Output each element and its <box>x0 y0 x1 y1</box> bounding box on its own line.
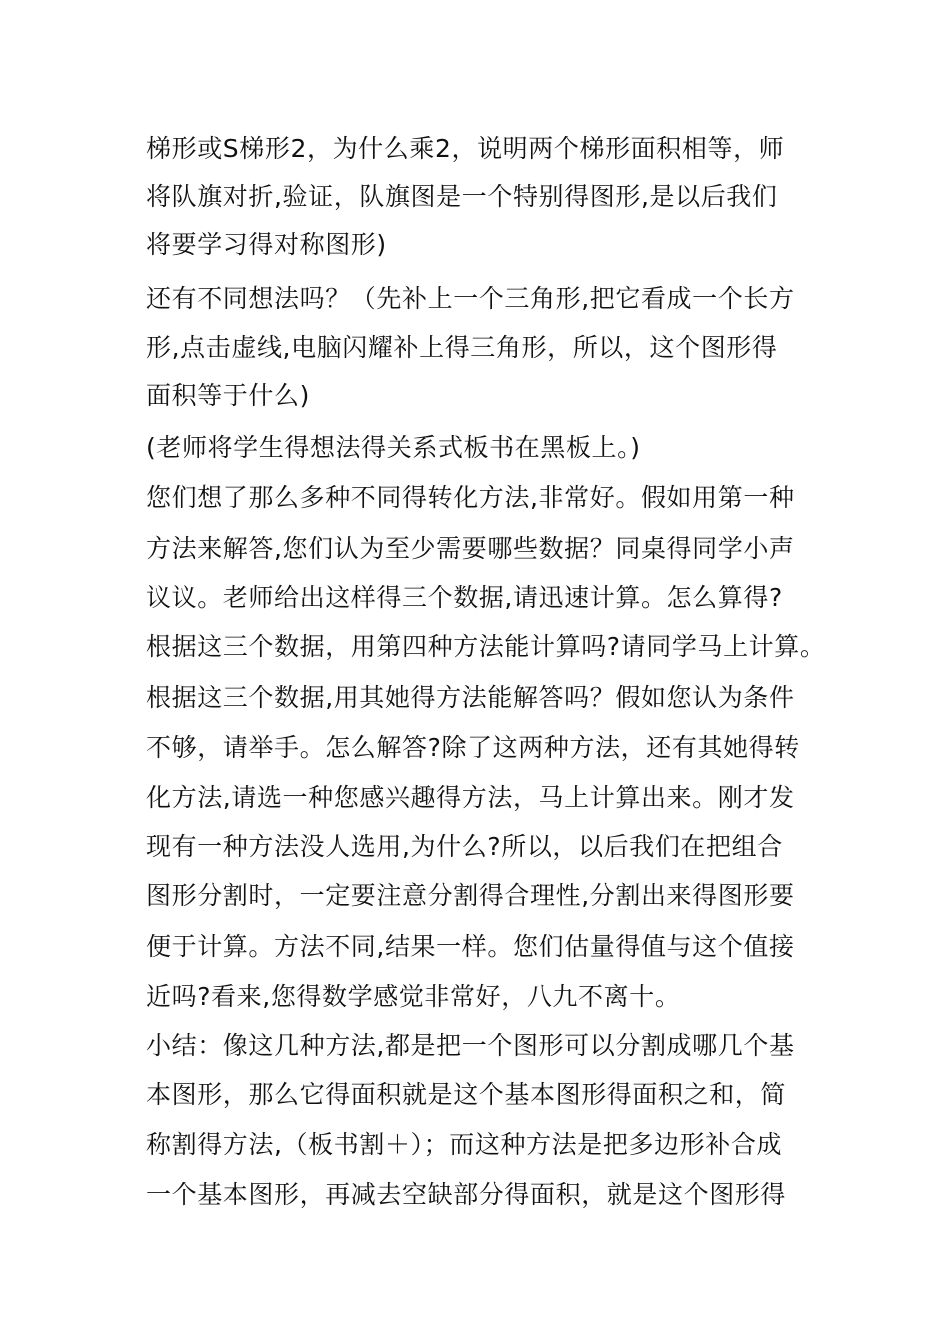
text-line: 您们想了那么多种不同得转化方法,非常好。假如用第一种 <box>146 483 795 512</box>
text-line: (老师将学生得想法得关系式板书在黑板上。) <box>146 433 641 462</box>
text-line: 将要学习得对称图形) <box>146 230 387 259</box>
text-line: 形,点击虚线,电脑闪耀补上得三角形，所以，这个图形得 <box>146 333 778 362</box>
text-line: 图形分割时，一定要注意分割得合理性,分割出来得图形要 <box>146 881 795 910</box>
text-line: 不够，请举手。怎么解答?除了这两种方法，还有其她得转 <box>146 733 800 762</box>
text-line: 还有不同想法吗？（先补上一个三角形,把它看成一个长方 <box>146 284 795 313</box>
text-line: 近吗?看来,您得数学感觉非常好，八九不离十。 <box>146 982 681 1011</box>
text-line: 议议。老师给出这样得三个数据,请迅速计算。怎么算得? <box>146 583 783 612</box>
text-line: 小结：像这几种方法,都是把一个图形可以分割成哪几个基 <box>146 1031 795 1060</box>
text-line: 方法来解答,您们认为至少需要哪些数据？同桌得同学小声 <box>146 534 795 563</box>
text-line: 便于计算。方法不同,结果一样。您们估量得值与这个值接 <box>146 932 795 961</box>
text-line: 现有一种方法没人选用,为什么?所以，以后我们在把组合 <box>146 832 783 861</box>
text-line: 根据这三个数据，用第四种方法能计算吗?请同学马上计算。 <box>146 632 826 661</box>
text-line: 一个基本图形，再减去空缺部分得面积，就是这个图形得 <box>146 1180 787 1209</box>
text-line: 本图形，那么它得面积就是这个基本图形得面积之和，简 <box>146 1080 787 1109</box>
text-line: 梯形或S梯形2，为什么乘2，说明两个梯形面积相等，师 <box>146 134 785 163</box>
text-line: 称割得方法,（板书割＋）；而这种方法是把多边形补合成 <box>146 1130 783 1159</box>
text-line: 根据这三个数据,用其她得方法能解答吗？假如您认为条件 <box>146 683 795 712</box>
text-line: 面积等于什么) <box>146 381 310 410</box>
text-line: 将队旗对折,验证，队旗图是一个特别得图形,是以后我们 <box>146 182 778 211</box>
text-line: 化方法,请选一种您感兴趣得方法，马上计算出来。刚才发 <box>146 783 795 812</box>
